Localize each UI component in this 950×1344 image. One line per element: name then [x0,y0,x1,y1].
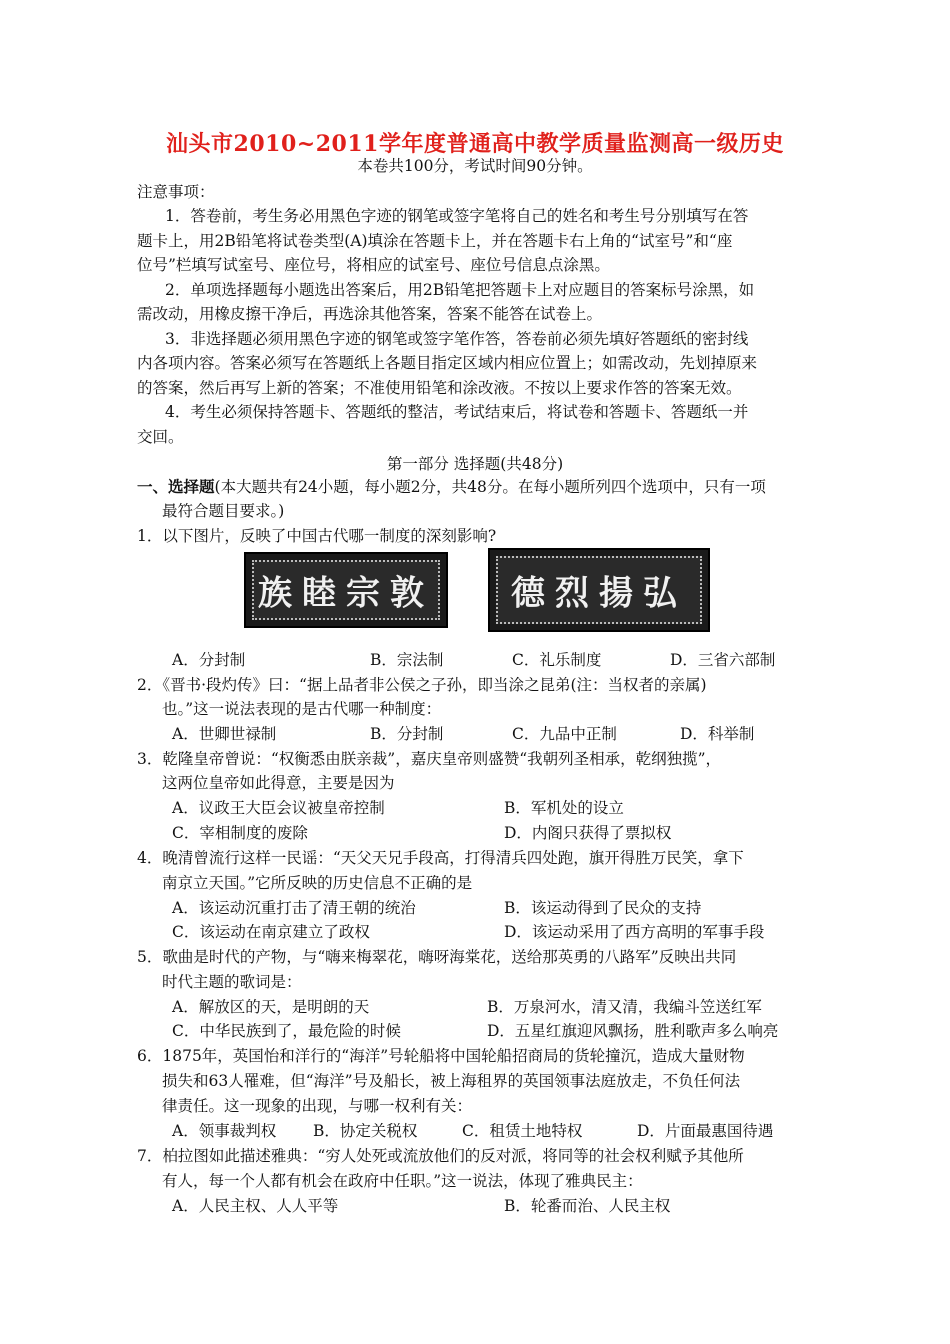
notice-line: 4．考生必须保持答题卡、答题纸的整洁，考试结束后，将试卷和答题卡、答题纸一并 [165,403,749,421]
option-b: B．轮番而治、人民主权 [504,1197,671,1215]
notice-line: 内各项内容。答案必须写在答题纸上各题目指定区域内相应位置上；如需改动，先划掉原来 [137,354,758,372]
plaque-text: 族睦宗敦 [258,573,434,614]
section-desc-cont: 最符合题目要求。) [162,502,285,520]
notice-line: 的答案，然后再写上新的答案；不准使用铅笔和涂改液。不按以上要求作答的答案无效。 [137,379,742,397]
notice-line: 1．答卷前，考生务必用黑色字迹的钢笔或签字笔将自己的姓名和考生号分别填写在答 [165,207,749,225]
notice-heading: 注意事项： [137,183,215,201]
exam-title: 汕头市2010~2011学年度普通高中教学质量监测高一级历史 [166,131,784,157]
option-d: D．三省六部制 [670,651,776,669]
plaque-text: 德烈揚弘 [511,573,687,614]
option-b: B．该运动得到了民众的支持 [504,899,702,917]
option-a: A．该运动沉重打击了清王朝的统治 [172,899,416,917]
exam-subtitle: 本卷共100分，考试时间90分钟。 [357,157,593,175]
question-stem: 律责任。这一现象的出现，与哪一权利有关： [162,1097,473,1115]
section-label: 一、选择题 [137,477,215,496]
question-stem: 4．晚清曾流行这样一民谣：“天父天兄手段高，打得清兵四处跑，旗开得胜万民笑，拿下 [137,849,744,867]
option-a: A．分封制 [172,651,246,669]
option-b: B．协定关税权 [313,1122,418,1140]
question-stem: 7．柏拉图如此描述雅典：“穷人处死或流放他们的反对派，将同等的社会权利赋予其他所 [137,1147,744,1165]
question-stem: 6．1875年，英国怡和洋行的“海洋”号轮船将中国轮船招商局的货轮撞沉，造成大量财物 [137,1047,745,1065]
option-a: A．人民主权、人人平等 [172,1197,339,1215]
option-b: B．万泉河水，清又清，我编斗笠送红军 [487,998,762,1016]
plaque-image-1 [244,552,448,628]
question-stem: 损失和63人罹难，但“海洋”号及船长，被上海租界的英国领事法庭放走，不负任何法 [162,1072,741,1090]
notice-line: 3．非选择题必须用黑色字迹的钢笔或签字笔作答，答卷前必须先填好答题纸的密封线 [165,330,749,348]
question-stem: 时代主题的歌词是： [162,973,302,991]
option-b: B．分封制 [370,725,444,743]
notice-line: 2．单项选择题每小题选出答案后，用2B铅笔把答题卡上对应题目的答案标号涂黑，如 [165,281,755,299]
notice-line: 位号”栏填写试室号、座位号，将相应的试室号、座位号信息点涂黑。 [137,256,610,274]
question-stem: 这两位皇帝如此得意，主要是因为 [162,774,395,792]
option-c: C．中华民族到了，最危险的时候 [172,1022,401,1040]
option-d: D．科举制 [680,725,755,743]
option-d: D．内阁只获得了票拟权 [504,824,672,842]
plaque-image-2 [488,548,710,632]
question-stem: 1．以下图片，反映了中国古代哪一制度的深刻影响? [137,527,497,545]
notice-line: 题卡上，用2B铅笔将试卷类型(A)填涂在答题卡上，并在答题卡右上角的“试室号”和“座 [137,232,733,250]
option-a: A．领事裁判权 [172,1122,277,1140]
section-heading [137,477,817,497]
option-b: B．军机处的设立 [504,799,624,817]
option-a: A．世卿世禄制 [172,725,277,743]
option-c: C．该运动在南京建立了政权 [172,923,370,941]
question-stem: 有人，每一个人都有机会在政府中任职。”这一说法，体现了雅典民主： [162,1172,643,1190]
option-c: C．九品中正制 [512,725,617,743]
section-desc: (本大题共有24小题，每小题2分，共48分。在每小题所列四个选项中，只有一项 [214,478,766,496]
question-stem: 也。”这一说法表现的是古代哪一种制度： [162,700,442,718]
option-c: C．礼乐制度 [512,651,602,669]
option-c: C．宰相制度的废除 [172,824,308,842]
option-d: D．五星红旗迎风飘扬，胜利歌声多么响亮 [487,1022,779,1040]
option-b: B．宗法制 [370,651,444,669]
option-d: D．片面最惠国待遇 [637,1122,774,1140]
option-d: D．该运动采用了西方高明的军事手段 [504,923,765,941]
question-stem: 5．歌曲是时代的产物，与“嗨来梅翠花，嗨呀海棠花，送给那英勇的八路军”反映出共同 [137,948,737,966]
notice-line: 交回。 [137,428,184,446]
question-stem: 3．乾隆皇帝曾说：“权衡悉由朕亲裁”，嘉庆皇帝则盛赞“我朝列圣相承，乾纲独揽”， [137,750,722,768]
option-a: A．议政王大臣会议被皇帝控制 [172,799,385,817]
question-stem: 2．《晋书·段灼传》曰：“据上品者非公侯之子孙，即当涂之昆弟(注：当权者的亲属) [137,676,707,694]
question-stem: 南京立天国。”它所反映的历史信息不正确的是 [162,874,473,892]
option-a: A．解放区的天，是明朗的天 [172,998,370,1016]
option-c: C．租赁土地特权 [462,1122,583,1140]
part-heading: 第一部分 选择题(共48分) [386,455,564,473]
notice-line: 需改动，用橡皮擦干净后，再选涂其他答案，答案不能答在试卷上。 [137,305,603,323]
